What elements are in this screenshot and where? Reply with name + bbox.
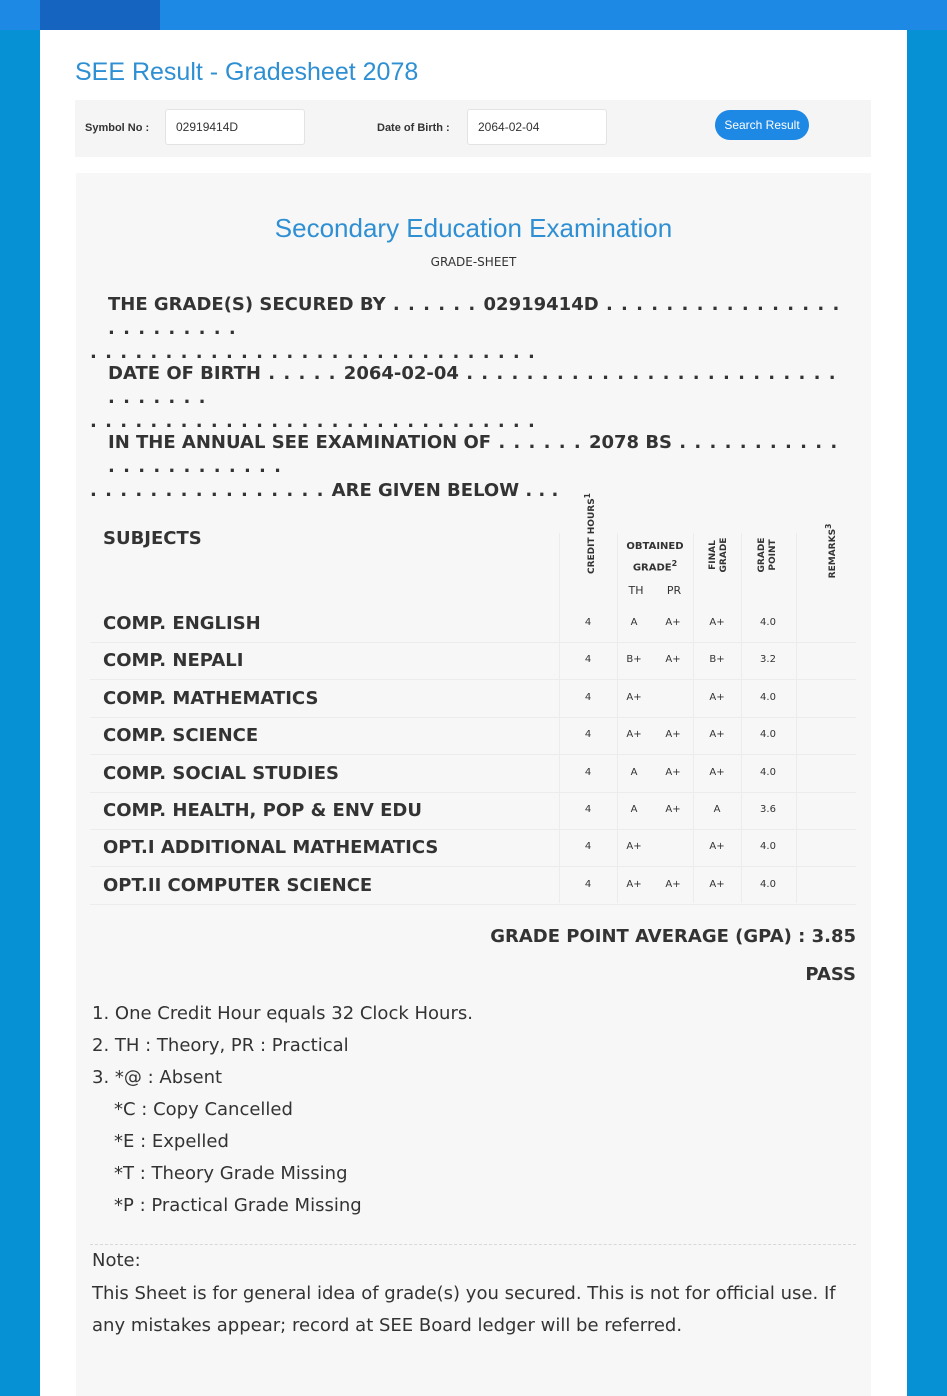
th-grade-cell: B+ [626,654,642,666]
footnote-copy-cancelled: *C : Copy Cancelled [114,1099,293,1120]
grade-point-cell: 4.0 [760,691,776,703]
header-th: TH [628,584,644,597]
table-row [90,830,856,867]
subject-cell: COMP. SCIENCE [103,725,259,747]
statement-secured-by: THE GRADE(S) SECURED BY . . . . . . 02919414D . . . . . . . . . . . . . . . . . . . . . . . . . . . . . . . . . . . . . . . . . . . . . . . . . . . . . . . [90,294,841,363]
header-gp-line2: POINT [768,539,778,571]
table-row [90,868,856,905]
dob-statement-value: 2064-02-04 [343,363,459,384]
header-subjects: SUBJECTS [103,528,202,549]
pr-grade-cell: A+ [665,766,681,778]
nav-tab-3[interactable] [300,0,390,30]
final-grade-cell: A+ [709,729,725,741]
header-remarks-sup: 3 [824,523,833,529]
pr-grade-cell: A+ [665,878,681,890]
header-final-line2: GRADE [719,537,729,573]
header-obtained-sup: 2 [671,559,678,568]
final-grade-cell: A+ [709,617,725,628]
pr-grade-cell: A+ [665,804,681,815]
sheet-subtitle: GRADE-SHEET [430,255,517,269]
page-title: SEE Result - Gradesheet 2078 [75,58,419,86]
note-title: Note: [92,1250,141,1271]
nav-tab-2[interactable] [170,0,260,30]
symbol-label: Symbol No : [85,122,150,134]
pr-grade-cell: A+ [665,729,681,741]
subject-cell: COMP. SOCIAL STUDIES [103,762,340,784]
subject-cell: COMP. ENGLISH [103,613,261,634]
secured-by-value: 02919414D [483,294,599,315]
credit-cell: 4 [584,766,592,778]
th-grade-cell: A+ [626,691,642,703]
grade-point-cell: 3.6 [760,804,776,815]
secured-by-label: THE GRADE(S) SECURED BY [108,294,386,315]
subject-cell: COMP. MATHEMATICS [103,687,319,709]
note-divider [90,1244,856,1245]
grade-point-cell: 3.2 [760,654,776,666]
dob-label: Date of Birth : [377,122,450,134]
header-gp-line1: GRADE [757,537,767,573]
exam-statement-label: IN THE ANNUAL SEE EXAMINATION OF [108,432,492,453]
exam-statement-value: 2078 BS [588,432,673,453]
th-grade-cell: A [630,766,638,778]
table-row [90,756,856,793]
footnote-3: 3. *@ : Absent [92,1067,223,1088]
th-grade-cell: A [630,617,638,628]
footnote-practical-missing: *P : Practical Grade Missing [114,1195,362,1216]
statement-exam: IN THE ANNUAL SEE EXAMINATION OF . . . . . . 2078 BS . . . . . . . . . . . . . . . . . . . . . . . . . . . . . . . . . . . . . . . ARE GIVEN BELOW . . . [90,432,839,501]
search-form [75,100,871,157]
header-final-line1: FINAL [708,540,718,570]
nav-tab-active[interactable] [40,0,160,30]
header-credit-sup: 1 [583,493,592,499]
final-grade-cell: B+ [709,654,725,666]
credit-cell: 4 [584,841,592,853]
credit-cell: 4 [584,654,592,666]
right-margin [907,30,947,1396]
footnote-2: 2. TH : Theory, PR : Practical [92,1035,349,1056]
credit-cell: 4 [584,804,592,815]
top-nav-bar [0,0,947,31]
table-row [90,681,856,718]
table-row [90,606,856,643]
grade-point-cell: 4.0 [760,617,776,628]
credit-cell: 4 [584,691,592,703]
credit-cell: 4 [584,617,592,628]
pr-grade-cell: A+ [665,617,681,628]
grade-point-cell: 4.0 [760,878,776,890]
subject-cell: OPT.I ADDITIONAL MATHEMATICS [103,837,439,859]
header-obtained-line2: GRADE [632,562,672,574]
left-margin [0,30,40,1396]
footnote-theory-missing: *T : Theory Grade Missing [114,1163,348,1184]
header-grade-point [757,525,779,585]
header-credit-hours [582,493,598,574]
footnote-1: 1. One Credit Hour equals 32 Clock Hours. [92,1003,473,1024]
grade-point-cell: 4.0 [760,766,776,778]
subject-cell: COMP. HEALTH, POP & ENV EDU [103,800,422,821]
dob-statement-label: DATE OF BIRTH [108,363,261,384]
header-obtained-grade [621,538,689,576]
credit-cell: 4 [584,878,592,890]
search-result-button[interactable]: Search Result [715,110,809,140]
header-obtained-line1: OBTAINED [626,541,684,552]
table-row [90,793,856,830]
th-grade-cell: A+ [626,729,642,741]
final-grade-cell: A+ [709,878,725,890]
grade-sheet [76,173,871,1396]
header-pr: PR [666,584,682,597]
credit-cell: 4 [584,729,592,741]
pr-grade-cell: A+ [665,654,681,666]
table-row [90,643,856,680]
note-text: This Sheet is for general idea of grade(s) you secured. This is not for official use. If any mistakes appear; record at SEE Board ledger will be referred. [92,1283,836,1336]
grade-point-cell: 4.0 [760,729,776,741]
subject-cell: COMP. NEPALI [103,650,244,672]
th-grade-cell: A [630,804,638,815]
sheet-title: Secondary Education Examination [274,213,673,243]
header-remarks [823,521,839,581]
dob-input[interactable]: 2064-02-04 [467,109,607,145]
table-row [90,718,856,755]
subject-cell: OPT.II COMPUTER SCIENCE [103,874,373,896]
statement-dob: DATE OF BIRTH . . . . . 2064-02-04 . . . . . . . . . . . . . . . . . . . . . . . . . . . . . . . . . . . . . . . . . . . . . . . . . . . . . . . . . . . . . . [90,363,837,432]
header-final-grade [708,525,730,585]
result-status: PASS [805,964,856,985]
header-remarks-text: REMARKS [828,528,838,579]
grade-point-cell: 4.0 [760,841,776,853]
header-credit-hours-text: CREDIT HOURS [587,498,597,574]
result-page [40,30,907,1396]
footnote-expelled: *E : Expelled [114,1131,229,1152]
gpa-text: GRADE POINT AVERAGE (GPA) : 3.85 [490,926,856,947]
th-grade-cell: A+ [626,841,642,853]
final-grade-cell: A+ [709,766,725,778]
exam-statement-suffix: ARE GIVEN BELOW . . . [331,480,559,501]
final-grade-cell: A+ [709,691,725,703]
th-grade-cell: A+ [626,878,642,890]
symbol-input[interactable]: 02919414D [165,109,305,145]
final-grade-cell: A+ [709,841,725,853]
final-grade-cell: A [713,804,721,815]
